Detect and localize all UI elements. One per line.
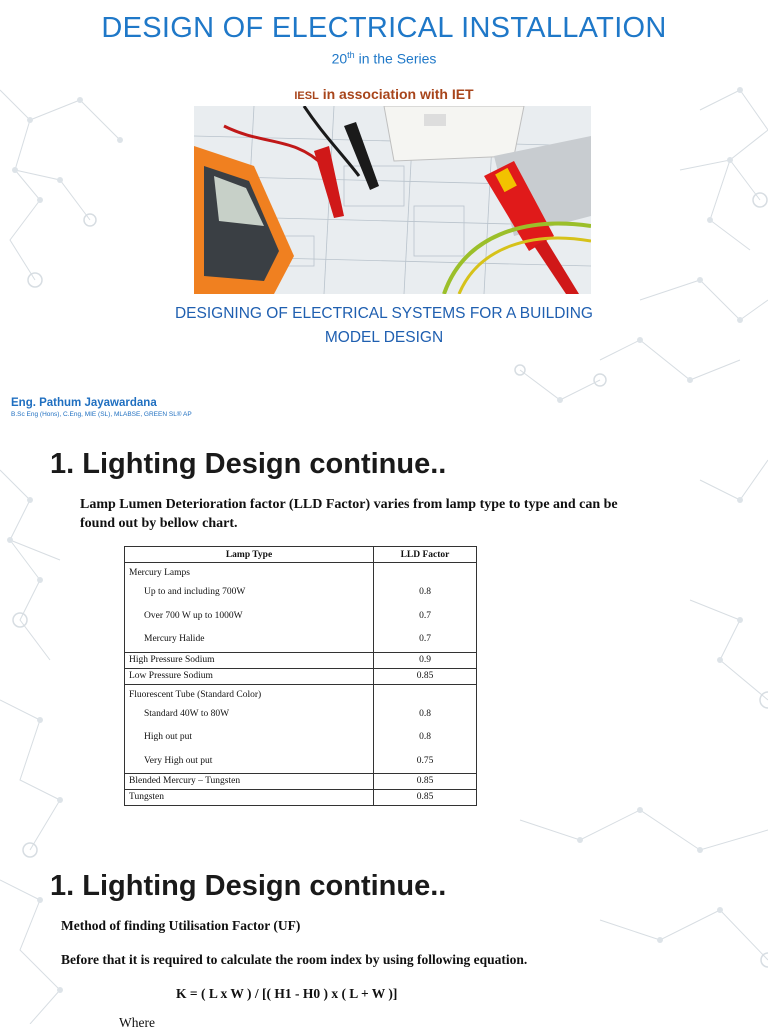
series-label bbox=[0, 50, 768, 67]
lld-value-cell: 0.7 bbox=[419, 634, 431, 644]
main-title: DESIGN OF ELECTRICAL INSTALLATION bbox=[101, 12, 667, 44]
lamp-type-cell: Over 700 W up to 1000W bbox=[144, 610, 243, 621]
table-row bbox=[125, 668, 477, 684]
lld-factor-slide bbox=[0, 440, 768, 860]
lamp-type-cell: Standard 40W to 80W bbox=[144, 708, 230, 719]
utilisation-factor-slide bbox=[0, 860, 768, 1030]
slide-heading: 1. Lighting Design continue.. bbox=[50, 448, 447, 480]
slide-heading: 1. Lighting Design continue.. bbox=[50, 870, 447, 902]
lld-value-cell: 0.85 bbox=[374, 790, 477, 806]
lamp-type-cell: Blended Mercury – Tungsten bbox=[125, 774, 374, 790]
lamp-type-cell: Tungsten bbox=[125, 790, 374, 806]
table-row bbox=[125, 790, 477, 806]
lld-value-cell: 0.8 bbox=[419, 732, 431, 742]
series-suffix: th bbox=[347, 50, 355, 60]
column-header-lamp-type: Lamp Type bbox=[125, 547, 374, 563]
lld-value-cell: 0.7 bbox=[419, 610, 431, 621]
title-slide bbox=[0, 0, 768, 440]
table-row bbox=[125, 774, 477, 790]
method-text: Method of finding Utilisation Factor (UF) bbox=[61, 918, 301, 933]
table-row-mercury-group bbox=[125, 563, 477, 653]
room-index-text: Before that it is required to calculate the room index by using following equation. bbox=[61, 952, 528, 967]
lamp-type-cell: Low Pressure Sodium bbox=[125, 668, 374, 684]
lld-value-cell: 0.9 bbox=[374, 652, 477, 668]
lamp-type-cell: Up to and including 700W bbox=[144, 587, 246, 597]
room-index-equation: K = ( L x W ) / [( H1 - H0 ) x ( L + W )] bbox=[176, 986, 398, 1001]
table-row bbox=[125, 652, 477, 668]
group-label-fluorescent: Fluorescent Tube (Standard Color) bbox=[129, 689, 262, 700]
lamp-type-cell: Very High out put bbox=[144, 755, 213, 766]
lld-paragraph: Lamp Lumen Deterioration factor (LLD Factor) varies from lamp type to type and can be found out by bellow chart. bbox=[80, 497, 618, 531]
author-credentials: B.Sc Eng (Hons), C.Eng, MIE (SL), MLABSE, GREEN SL® AP bbox=[11, 411, 192, 418]
assoc-org: IESL bbox=[294, 90, 319, 102]
subtitle-line-1: DESIGNING OF ELECTRICAL SYSTEMS FOR A BUILDING bbox=[174, 305, 593, 322]
lld-value-cell: 0.85 bbox=[374, 774, 477, 790]
lamp-type-cell: Mercury Halide bbox=[144, 634, 205, 644]
column-header-lld-factor: LLD Factor bbox=[374, 547, 477, 563]
series-ordinal: 20 bbox=[331, 50, 348, 67]
electrical-tools-photo bbox=[194, 106, 591, 294]
lld-value-cell: 0.8 bbox=[419, 587, 431, 597]
lamp-type-cell: High out put bbox=[144, 732, 193, 742]
series-text: in the Series bbox=[354, 50, 437, 67]
association-label bbox=[0, 86, 768, 102]
lld-value-cell: 0.75 bbox=[416, 755, 434, 766]
lld-value-cell: 0.85 bbox=[374, 668, 477, 684]
table-header-row bbox=[125, 547, 477, 563]
subtitle-line-2: MODEL DESIGN bbox=[324, 329, 444, 346]
table-row-fluorescent-group bbox=[125, 684, 477, 774]
author-name: Eng. Pathum Jayawardana bbox=[11, 397, 157, 409]
subtitle bbox=[0, 302, 768, 350]
group-label-mercury: Mercury Lamps bbox=[129, 568, 190, 578]
lamp-type-cell: High Pressure Sodium bbox=[125, 652, 374, 668]
where-label: Where bbox=[119, 1015, 155, 1030]
lld-factor-table bbox=[124, 546, 477, 806]
assoc-text: in association with IET bbox=[318, 86, 474, 102]
lld-value-cell: 0.8 bbox=[419, 708, 431, 719]
